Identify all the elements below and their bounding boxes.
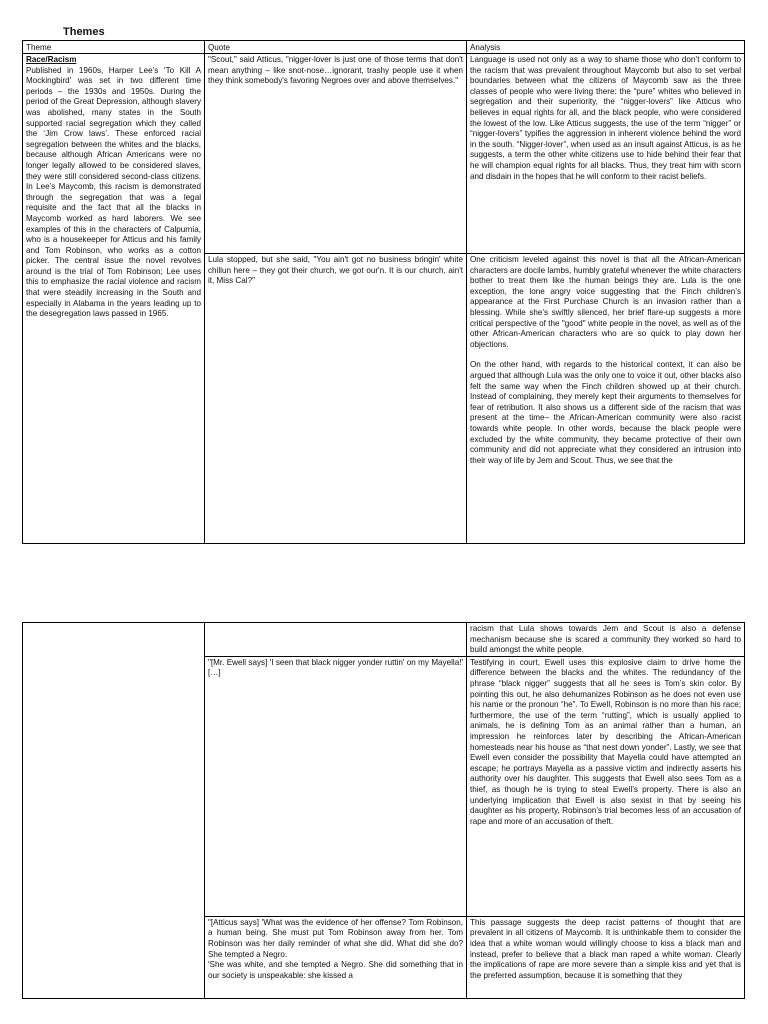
table-row <box>23 54 745 254</box>
themes-table <box>22 40 745 544</box>
page-title: Themes <box>63 26 105 38</box>
analysis-text: One criticism leveled against this novel is that all the African-American characters are docile lambs, humbly grateful whenever the white characters bother to treat them like the human beings they are. Lula is the one exception, the lone angry voice suggesting that the Finch children’s appearance at the First Purchase Church is an invasion rather than a blessing. While she’s swiftly silenced, her brief flare-up suggests a more critical perspective of the "good" white people in the novel, as well as of the other African-American characters who are so quick to play down her objections. <box>470 255 741 349</box>
quote-cell <box>205 54 467 254</box>
theme-cell-empty <box>23 623 205 999</box>
quote-cell <box>205 656 467 916</box>
quote-text: "[Atticus says] 'What was the evidence of her offense? Tom Robinson, a human being. She must put Tom Robinson away from her. Tom Robinson was her daily reminder of what she did. What did she do? She tempted a Negro. <box>208 917 463 959</box>
analysis-text: racism that Lula shows towards Jem and Scout is also a defense mechanism because she is scared a community they worked so hard to build amongst the white people. <box>470 624 741 655</box>
quote-text: "Scout," said Atticus, "nigger-lover is just one of those terms that don't mean anything – like snot-nose…ignorant, trashy people use it when they think somebody's favoring Negroes over and above themselves." <box>208 55 463 86</box>
analysis-cell <box>467 254 745 544</box>
quote-cell <box>205 916 467 998</box>
analysis-cell <box>467 916 745 998</box>
analysis-cell <box>467 54 745 254</box>
column-header-analysis: Analysis <box>467 41 745 54</box>
analysis-cell <box>467 623 745 657</box>
quote-text: 'She was white, and she tempted a Negro. She did something that in our society is unspeakable: she kissed a <box>208 960 463 980</box>
table-row <box>23 623 745 657</box>
theme-name: Race/Racism <box>26 55 77 64</box>
quote-text: Lula stopped, but she said, "You ain't got no business bringin' white chillun here – they got their church, we got our'n. It is our church, ain't it, Miss Cal?" <box>208 255 463 286</box>
quote-text: "[Mr. Ewell says] 'I seen that black nigger yonder ruttin' on my Mayella!' […] <box>208 657 463 678</box>
column-header-quote: Quote <box>205 41 467 54</box>
theme-description: Published in 1960s, Harper Lee’s ‘To Kill A Mockingbird’ was set in two different time periods – the 1930s and 1950s. During the period of the Great Depression, although slavery was abolished, many states in the South supported racial segregation which they called the ‘Jim Crow laws’. These enforced racial segregation between the whites and the blacks, because although African Americans were no longer legally allowed to be considered slaves, they were still considered second-class citizens. In Lee’s Maycomb, this racism is demonstrated through the segregation that was a legal requisite and the fact that all the blacks in Maycomb worked as hard laborers. We see examples of this in the characters of Calpurnia, who is a housekeeper for Atticus and his family and Tom Robinson, who works as a cotton picker. The central issue the novel revolves around is the trial of Tom Robinson; Lee uses this to emphasize the racial violence and racism that were steadily increasing in the South and especially in Alabama in the years leading up to the desegregation laws passed in 1965. <box>26 65 201 319</box>
analysis-text: On the other hand, with regards to the historical context, it can also be argued that although Lula was the only one to voice it out, other blacks also felt the same way when the Finch children showed up at their church. Instead of complaining, they merely kept their arguments to themselves for fear of retribution. It also shows us a different side of the racism that was present at the time– the African-American community were also racist towards white people. In other words, because the black people were excluded by the white community, they became protective of their own community and did not appreciate what they considered an intrusion into their way of life by Jem and Scout. Thus, we see that the <box>470 360 741 465</box>
analysis-text: Language is used not only as a way to shame those who don’t conform to the racism that was prevalent throughout Maycomb but also to set verbal boundaries between what the citizens of Maycomb saw as the three classes of people who were living there: the “pure” whites who believed in segregation and their superiority, the “nigger-lovers” like Atticus who believes in equal rights for all, and the black people, who were considered the lowest of the low. Like Atticus suggests, the use of the term “nigger” or “nigger-lovers” typifies the aggression in inherent violence behind the word in the south. “Nigger-lover”, when used as an insult against Atticus, is as he suggests, a term the other white citizens use to hide behind their fear that he will champion equal rights for all blacks. Thus, they treat him with scorn and disdain in the hopes that he will conform to their racist beliefs. <box>470 55 741 181</box>
analysis-text: Testifying in court, Ewell uses this explosive claim to drive home the difference between the blacks and the whites. The redundancy of the phrase “black nigger” suggests that all he sees is Tom’s skin color. By pointing this out, he also dehumanizes Robinson as he does not even use his name or the pronoun “he”. To Ewell, Robinson is no more than his race; furthermore, the use of the term “rutting”, which is usually applied to animals, he is defining Tom as an animal rather than a human, an impression he reinforces later by describing the African-American homesteads near his house as “that nest down yonder”. Lastly, we see that Ewell even consider the possibility that Mayella could have attempted an escape; he portrays Mayella as a passive victim and indirectly asserts his authority over his daughter. This suggests that Ewell also sees Tom as a thief, as though he is trying to steal Ewell’s property. There is also an underlying implication that Ewell is also sexist in that by seeing his daughter as his property, Robinson’s trial becomes less of an accusation of rape and more of an accusation of theft. <box>470 657 741 826</box>
analysis-cell <box>467 656 745 916</box>
theme-cell <box>23 54 205 544</box>
table-header-row <box>23 41 745 54</box>
quote-cell <box>205 254 467 544</box>
themes-table-continued <box>22 622 745 999</box>
column-header-theme: Theme <box>23 41 205 54</box>
analysis-text: This passage suggests the deep racist patterns of thought that are prevalent in all citizens of Maycomb. It is unthinkable them to consider the idea that a white woman would willingly choose to kiss a black man and instead, prefer to believe that a black man raped a white woman. Clearly the implications of rape are more severe than a simple kiss and yet that is the preferred assumption, because it is something that they <box>470 917 741 980</box>
quote-cell-empty <box>205 623 467 657</box>
